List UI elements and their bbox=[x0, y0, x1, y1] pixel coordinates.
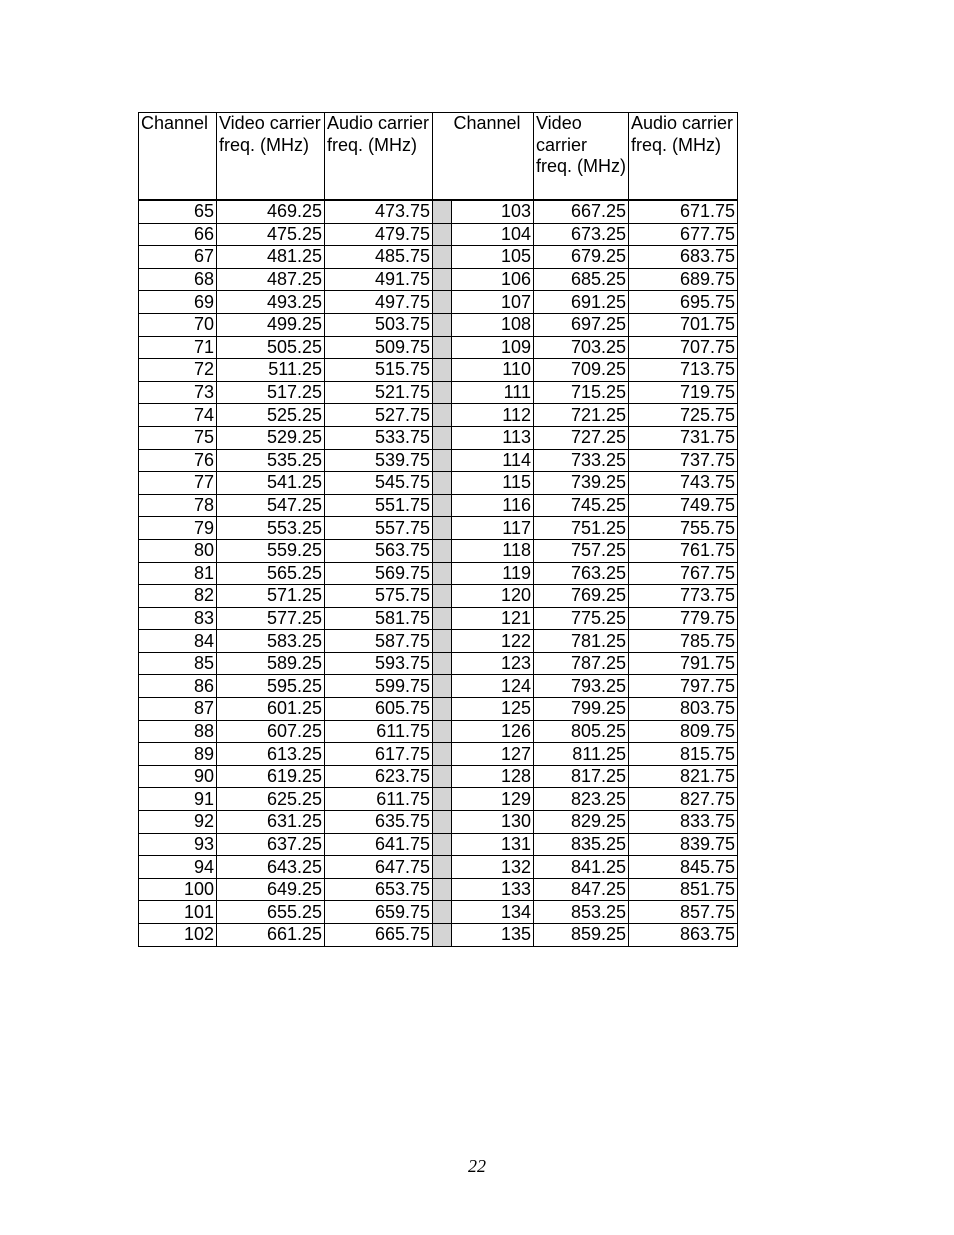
header-audio-carrier-right: Audio carrier freq. (MHz) bbox=[629, 113, 738, 201]
cell-video-carrier-left: 613.25 bbox=[217, 743, 325, 766]
cell-audio-carrier-right: 689.75 bbox=[629, 268, 738, 291]
cell-video-carrier-left: 643.25 bbox=[217, 856, 325, 879]
cell-audio-carrier-left: 509.75 bbox=[325, 336, 433, 359]
separator-cell bbox=[433, 472, 452, 495]
cell-video-carrier-right: 685.25 bbox=[534, 268, 629, 291]
cell-audio-carrier-right: 749.75 bbox=[629, 494, 738, 517]
cell-audio-carrier-left: 473.75 bbox=[325, 200, 433, 223]
separator-cell bbox=[433, 336, 452, 359]
header-separator bbox=[433, 113, 452, 201]
cell-channel-left: 77 bbox=[139, 472, 217, 495]
table-row bbox=[139, 200, 738, 223]
table-row bbox=[139, 698, 738, 721]
cell-channel-left: 94 bbox=[139, 856, 217, 879]
cell-audio-carrier-right: 857.75 bbox=[629, 901, 738, 924]
cell-video-carrier-right: 769.25 bbox=[534, 585, 629, 608]
cell-video-carrier-right: 739.25 bbox=[534, 472, 629, 495]
separator-cell bbox=[433, 856, 452, 879]
cell-audio-carrier-right: 671.75 bbox=[629, 200, 738, 223]
separator-cell bbox=[433, 630, 452, 653]
cell-channel-left: 69 bbox=[139, 291, 217, 314]
cell-video-carrier-left: 493.25 bbox=[217, 291, 325, 314]
cell-channel-right: 126 bbox=[452, 720, 534, 743]
cell-video-carrier-right: 853.25 bbox=[534, 901, 629, 924]
cell-video-carrier-right: 691.25 bbox=[534, 291, 629, 314]
cell-video-carrier-left: 511.25 bbox=[217, 359, 325, 382]
page-number: 22 bbox=[468, 1156, 486, 1176]
cell-audio-carrier-left: 605.75 bbox=[325, 698, 433, 721]
cell-channel-left: 87 bbox=[139, 698, 217, 721]
separator-cell bbox=[433, 291, 452, 314]
cell-channel-left: 73 bbox=[139, 381, 217, 404]
cell-audio-carrier-right: 743.75 bbox=[629, 472, 738, 495]
table-row bbox=[139, 539, 738, 562]
cell-channel-right: 113 bbox=[452, 426, 534, 449]
cell-channel-right: 105 bbox=[452, 246, 534, 269]
cell-audio-carrier-left: 659.75 bbox=[325, 901, 433, 924]
cell-audio-carrier-left: 551.75 bbox=[325, 494, 433, 517]
cell-channel-left: 79 bbox=[139, 517, 217, 540]
cell-video-carrier-right: 787.25 bbox=[534, 652, 629, 675]
cell-audio-carrier-right: 815.75 bbox=[629, 743, 738, 766]
cell-video-carrier-left: 559.25 bbox=[217, 539, 325, 562]
separator-cell bbox=[433, 765, 452, 788]
cell-video-carrier-right: 793.25 bbox=[534, 675, 629, 698]
cell-video-carrier-right: 817.25 bbox=[534, 765, 629, 788]
cell-audio-carrier-left: 533.75 bbox=[325, 426, 433, 449]
cell-video-carrier-left: 469.25 bbox=[217, 200, 325, 223]
cell-audio-carrier-right: 761.75 bbox=[629, 539, 738, 562]
cell-channel-left: 102 bbox=[139, 924, 217, 947]
separator-cell bbox=[433, 517, 452, 540]
separator-cell bbox=[433, 268, 452, 291]
cell-channel-left: 78 bbox=[139, 494, 217, 517]
separator-cell bbox=[433, 652, 452, 675]
cell-channel-left: 71 bbox=[139, 336, 217, 359]
cell-video-carrier-right: 775.25 bbox=[534, 607, 629, 630]
cell-channel-right: 123 bbox=[452, 652, 534, 675]
cell-video-carrier-left: 487.25 bbox=[217, 268, 325, 291]
cell-channel-left: 81 bbox=[139, 562, 217, 585]
cell-video-carrier-left: 553.25 bbox=[217, 517, 325, 540]
cell-video-carrier-right: 697.25 bbox=[534, 313, 629, 336]
cell-audio-carrier-left: 611.75 bbox=[325, 720, 433, 743]
cell-channel-right: 117 bbox=[452, 517, 534, 540]
cell-channel-left: 76 bbox=[139, 449, 217, 472]
cell-video-carrier-right: 763.25 bbox=[534, 562, 629, 585]
cell-channel-left: 80 bbox=[139, 539, 217, 562]
cell-audio-carrier-right: 755.75 bbox=[629, 517, 738, 540]
cell-video-carrier-right: 811.25 bbox=[534, 743, 629, 766]
cell-channel-right: 118 bbox=[452, 539, 534, 562]
cell-audio-carrier-left: 539.75 bbox=[325, 449, 433, 472]
cell-video-carrier-right: 751.25 bbox=[534, 517, 629, 540]
table-row bbox=[139, 607, 738, 630]
cell-audio-carrier-right: 767.75 bbox=[629, 562, 738, 585]
cell-video-carrier-left: 547.25 bbox=[217, 494, 325, 517]
cell-audio-carrier-right: 725.75 bbox=[629, 404, 738, 427]
cell-video-carrier-right: 799.25 bbox=[534, 698, 629, 721]
cell-video-carrier-left: 541.25 bbox=[217, 472, 325, 495]
cell-channel-right: 134 bbox=[452, 901, 534, 924]
separator-cell bbox=[433, 811, 452, 834]
cell-audio-carrier-right: 827.75 bbox=[629, 788, 738, 811]
cell-video-carrier-right: 781.25 bbox=[534, 630, 629, 653]
cell-video-carrier-right: 823.25 bbox=[534, 788, 629, 811]
cell-audio-carrier-left: 635.75 bbox=[325, 811, 433, 834]
separator-cell bbox=[433, 381, 452, 404]
separator-cell bbox=[433, 494, 452, 517]
cell-audio-carrier-right: 719.75 bbox=[629, 381, 738, 404]
cell-channel-right: 122 bbox=[452, 630, 534, 653]
table-row bbox=[139, 856, 738, 879]
cell-audio-carrier-left: 545.75 bbox=[325, 472, 433, 495]
table-row bbox=[139, 788, 738, 811]
cell-channel-right: 129 bbox=[452, 788, 534, 811]
cell-video-carrier-left: 571.25 bbox=[217, 585, 325, 608]
cell-channel-left: 88 bbox=[139, 720, 217, 743]
separator-cell bbox=[433, 449, 452, 472]
separator-cell bbox=[433, 698, 452, 721]
cell-video-carrier-left: 625.25 bbox=[217, 788, 325, 811]
cell-channel-right: 125 bbox=[452, 698, 534, 721]
cell-audio-carrier-left: 611.75 bbox=[325, 788, 433, 811]
cell-audio-carrier-left: 593.75 bbox=[325, 652, 433, 675]
cell-audio-carrier-left: 515.75 bbox=[325, 359, 433, 382]
separator-cell bbox=[433, 833, 452, 856]
cell-video-carrier-left: 535.25 bbox=[217, 449, 325, 472]
cell-audio-carrier-right: 701.75 bbox=[629, 313, 738, 336]
cell-channel-right: 131 bbox=[452, 833, 534, 856]
cell-channel-left: 86 bbox=[139, 675, 217, 698]
cell-channel-left: 65 bbox=[139, 200, 217, 223]
header-video-carrier-left: Video carrier freq. (MHz) bbox=[217, 113, 325, 201]
cell-channel-left: 83 bbox=[139, 607, 217, 630]
cell-channel-left: 66 bbox=[139, 223, 217, 246]
cell-audio-carrier-right: 731.75 bbox=[629, 426, 738, 449]
cell-video-carrier-right: 673.25 bbox=[534, 223, 629, 246]
cell-audio-carrier-right: 809.75 bbox=[629, 720, 738, 743]
table-row bbox=[139, 381, 738, 404]
separator-cell bbox=[433, 359, 452, 382]
cell-audio-carrier-right: 779.75 bbox=[629, 607, 738, 630]
cell-audio-carrier-right: 797.75 bbox=[629, 675, 738, 698]
cell-video-carrier-right: 709.25 bbox=[534, 359, 629, 382]
cell-video-carrier-left: 505.25 bbox=[217, 336, 325, 359]
table-row bbox=[139, 878, 738, 901]
cell-audio-carrier-left: 521.75 bbox=[325, 381, 433, 404]
cell-video-carrier-right: 835.25 bbox=[534, 833, 629, 856]
cell-audio-carrier-left: 617.75 bbox=[325, 743, 433, 766]
header-row bbox=[139, 113, 738, 201]
separator-cell bbox=[433, 200, 452, 223]
cell-video-carrier-left: 589.25 bbox=[217, 652, 325, 675]
cell-video-carrier-left: 619.25 bbox=[217, 765, 325, 788]
separator-cell bbox=[433, 313, 452, 336]
cell-channel-left: 85 bbox=[139, 652, 217, 675]
cell-audio-carrier-right: 851.75 bbox=[629, 878, 738, 901]
cell-video-carrier-right: 841.25 bbox=[534, 856, 629, 879]
cell-channel-right: 133 bbox=[452, 878, 534, 901]
table-row bbox=[139, 291, 738, 314]
cell-audio-carrier-right: 791.75 bbox=[629, 652, 738, 675]
separator-cell bbox=[433, 743, 452, 766]
cell-channel-left: 89 bbox=[139, 743, 217, 766]
separator-cell bbox=[433, 426, 452, 449]
channel-frequency-table bbox=[138, 112, 738, 947]
cell-channel-left: 90 bbox=[139, 765, 217, 788]
table-row bbox=[139, 223, 738, 246]
cell-video-carrier-left: 583.25 bbox=[217, 630, 325, 653]
cell-channel-right: 103 bbox=[452, 200, 534, 223]
cell-channel-left: 74 bbox=[139, 404, 217, 427]
table-row bbox=[139, 675, 738, 698]
cell-channel-right: 115 bbox=[452, 472, 534, 495]
cell-channel-left: 75 bbox=[139, 426, 217, 449]
cell-audio-carrier-left: 503.75 bbox=[325, 313, 433, 336]
cell-video-carrier-left: 631.25 bbox=[217, 811, 325, 834]
cell-channel-left: 82 bbox=[139, 585, 217, 608]
cell-video-carrier-left: 637.25 bbox=[217, 833, 325, 856]
cell-audio-carrier-left: 623.75 bbox=[325, 765, 433, 788]
cell-video-carrier-right: 679.25 bbox=[534, 246, 629, 269]
cell-video-carrier-right: 721.25 bbox=[534, 404, 629, 427]
separator-cell bbox=[433, 404, 452, 427]
cell-channel-right: 112 bbox=[452, 404, 534, 427]
cell-channel-right: 106 bbox=[452, 268, 534, 291]
header-audio-carrier-left: Audio carrier freq. (MHz) bbox=[325, 113, 433, 201]
table-row bbox=[139, 585, 738, 608]
cell-video-carrier-left: 517.25 bbox=[217, 381, 325, 404]
table-row bbox=[139, 268, 738, 291]
cell-channel-right: 130 bbox=[452, 811, 534, 834]
cell-audio-carrier-left: 647.75 bbox=[325, 856, 433, 879]
cell-audio-carrier-right: 683.75 bbox=[629, 246, 738, 269]
cell-channel-right: 128 bbox=[452, 765, 534, 788]
cell-audio-carrier-left: 587.75 bbox=[325, 630, 433, 653]
cell-video-carrier-right: 829.25 bbox=[534, 811, 629, 834]
cell-audio-carrier-left: 653.75 bbox=[325, 878, 433, 901]
cell-audio-carrier-right: 845.75 bbox=[629, 856, 738, 879]
cell-audio-carrier-left: 485.75 bbox=[325, 246, 433, 269]
cell-channel-right: 114 bbox=[452, 449, 534, 472]
cell-channel-left: 67 bbox=[139, 246, 217, 269]
separator-cell bbox=[433, 562, 452, 585]
cell-video-carrier-left: 565.25 bbox=[217, 562, 325, 585]
cell-video-carrier-left: 481.25 bbox=[217, 246, 325, 269]
separator-cell bbox=[433, 607, 452, 630]
cell-channel-right: 119 bbox=[452, 562, 534, 585]
cell-channel-left: 91 bbox=[139, 788, 217, 811]
cell-audio-carrier-right: 737.75 bbox=[629, 449, 738, 472]
cell-audio-carrier-left: 497.75 bbox=[325, 291, 433, 314]
cell-video-carrier-right: 805.25 bbox=[534, 720, 629, 743]
separator-cell bbox=[433, 924, 452, 947]
cell-video-carrier-left: 577.25 bbox=[217, 607, 325, 630]
cell-channel-right: 104 bbox=[452, 223, 534, 246]
cell-channel-left: 70 bbox=[139, 313, 217, 336]
cell-video-carrier-left: 525.25 bbox=[217, 404, 325, 427]
header-channel-right: Channel bbox=[452, 113, 534, 201]
table-row bbox=[139, 811, 738, 834]
table-row bbox=[139, 765, 738, 788]
cell-audio-carrier-left: 599.75 bbox=[325, 675, 433, 698]
cell-audio-carrier-right: 863.75 bbox=[629, 924, 738, 947]
cell-video-carrier-right: 703.25 bbox=[534, 336, 629, 359]
cell-channel-right: 127 bbox=[452, 743, 534, 766]
cell-audio-carrier-right: 773.75 bbox=[629, 585, 738, 608]
separator-cell bbox=[433, 223, 452, 246]
cell-channel-left: 72 bbox=[139, 359, 217, 382]
cell-channel-left: 100 bbox=[139, 878, 217, 901]
cell-audio-carrier-right: 707.75 bbox=[629, 336, 738, 359]
cell-video-carrier-left: 607.25 bbox=[217, 720, 325, 743]
cell-video-carrier-left: 655.25 bbox=[217, 901, 325, 924]
cell-video-carrier-left: 661.25 bbox=[217, 924, 325, 947]
table-row bbox=[139, 472, 738, 495]
cell-video-carrier-left: 649.25 bbox=[217, 878, 325, 901]
cell-channel-left: 68 bbox=[139, 268, 217, 291]
separator-cell bbox=[433, 788, 452, 811]
cell-channel-right: 120 bbox=[452, 585, 534, 608]
cell-video-carrier-right: 727.25 bbox=[534, 426, 629, 449]
table-row bbox=[139, 562, 738, 585]
cell-video-carrier-right: 667.25 bbox=[534, 200, 629, 223]
table-row bbox=[139, 743, 738, 766]
table-row bbox=[139, 494, 738, 517]
table-row bbox=[139, 901, 738, 924]
separator-cell bbox=[433, 720, 452, 743]
table-body bbox=[139, 200, 738, 946]
table-row bbox=[139, 517, 738, 540]
cell-video-carrier-right: 745.25 bbox=[534, 494, 629, 517]
cell-video-carrier-right: 847.25 bbox=[534, 878, 629, 901]
cell-channel-left: 84 bbox=[139, 630, 217, 653]
cell-channel-left: 101 bbox=[139, 901, 217, 924]
separator-cell bbox=[433, 675, 452, 698]
separator-cell bbox=[433, 246, 452, 269]
cell-audio-carrier-right: 821.75 bbox=[629, 765, 738, 788]
table-row bbox=[139, 652, 738, 675]
cell-audio-carrier-left: 641.75 bbox=[325, 833, 433, 856]
table-row bbox=[139, 404, 738, 427]
cell-video-carrier-left: 499.25 bbox=[217, 313, 325, 336]
table-row bbox=[139, 833, 738, 856]
cell-audio-carrier-right: 713.75 bbox=[629, 359, 738, 382]
cell-video-carrier-right: 715.25 bbox=[534, 381, 629, 404]
cell-audio-carrier-right: 803.75 bbox=[629, 698, 738, 721]
cell-audio-carrier-right: 839.75 bbox=[629, 833, 738, 856]
cell-audio-carrier-left: 665.75 bbox=[325, 924, 433, 947]
cell-audio-carrier-left: 569.75 bbox=[325, 562, 433, 585]
table-row bbox=[139, 313, 738, 336]
cell-video-carrier-left: 475.25 bbox=[217, 223, 325, 246]
cell-audio-carrier-right: 785.75 bbox=[629, 630, 738, 653]
cell-channel-right: 109 bbox=[452, 336, 534, 359]
table-row bbox=[139, 246, 738, 269]
header-channel-left: Channel bbox=[139, 113, 217, 201]
cell-audio-carrier-right: 695.75 bbox=[629, 291, 738, 314]
cell-video-carrier-right: 859.25 bbox=[534, 924, 629, 947]
table-row bbox=[139, 720, 738, 743]
cell-audio-carrier-left: 557.75 bbox=[325, 517, 433, 540]
cell-channel-right: 111 bbox=[452, 381, 534, 404]
cell-channel-right: 135 bbox=[452, 924, 534, 947]
table-row bbox=[139, 336, 738, 359]
cell-channel-right: 132 bbox=[452, 856, 534, 879]
cell-video-carrier-right: 733.25 bbox=[534, 449, 629, 472]
table-row bbox=[139, 359, 738, 382]
cell-channel-left: 92 bbox=[139, 811, 217, 834]
separator-cell bbox=[433, 878, 452, 901]
cell-channel-right: 110 bbox=[452, 359, 534, 382]
cell-audio-carrier-left: 563.75 bbox=[325, 539, 433, 562]
cell-audio-carrier-left: 491.75 bbox=[325, 268, 433, 291]
cell-video-carrier-right: 757.25 bbox=[534, 539, 629, 562]
cell-video-carrier-left: 529.25 bbox=[217, 426, 325, 449]
table-row bbox=[139, 924, 738, 947]
separator-cell bbox=[433, 539, 452, 562]
cell-channel-right: 124 bbox=[452, 675, 534, 698]
table-row bbox=[139, 449, 738, 472]
cell-channel-right: 116 bbox=[452, 494, 534, 517]
header-video-carrier-right: Video carrier freq. (MHz) bbox=[534, 113, 629, 201]
separator-cell bbox=[433, 585, 452, 608]
table-row bbox=[139, 630, 738, 653]
cell-audio-carrier-left: 479.75 bbox=[325, 223, 433, 246]
cell-audio-carrier-right: 677.75 bbox=[629, 223, 738, 246]
cell-audio-carrier-left: 575.75 bbox=[325, 585, 433, 608]
cell-audio-carrier-left: 581.75 bbox=[325, 607, 433, 630]
cell-channel-right: 107 bbox=[452, 291, 534, 314]
cell-audio-carrier-right: 833.75 bbox=[629, 811, 738, 834]
cell-channel-right: 121 bbox=[452, 607, 534, 630]
cell-video-carrier-left: 595.25 bbox=[217, 675, 325, 698]
cell-channel-right: 108 bbox=[452, 313, 534, 336]
table-row bbox=[139, 426, 738, 449]
cell-video-carrier-left: 601.25 bbox=[217, 698, 325, 721]
separator-cell bbox=[433, 901, 452, 924]
cell-audio-carrier-left: 527.75 bbox=[325, 404, 433, 427]
cell-channel-left: 93 bbox=[139, 833, 217, 856]
